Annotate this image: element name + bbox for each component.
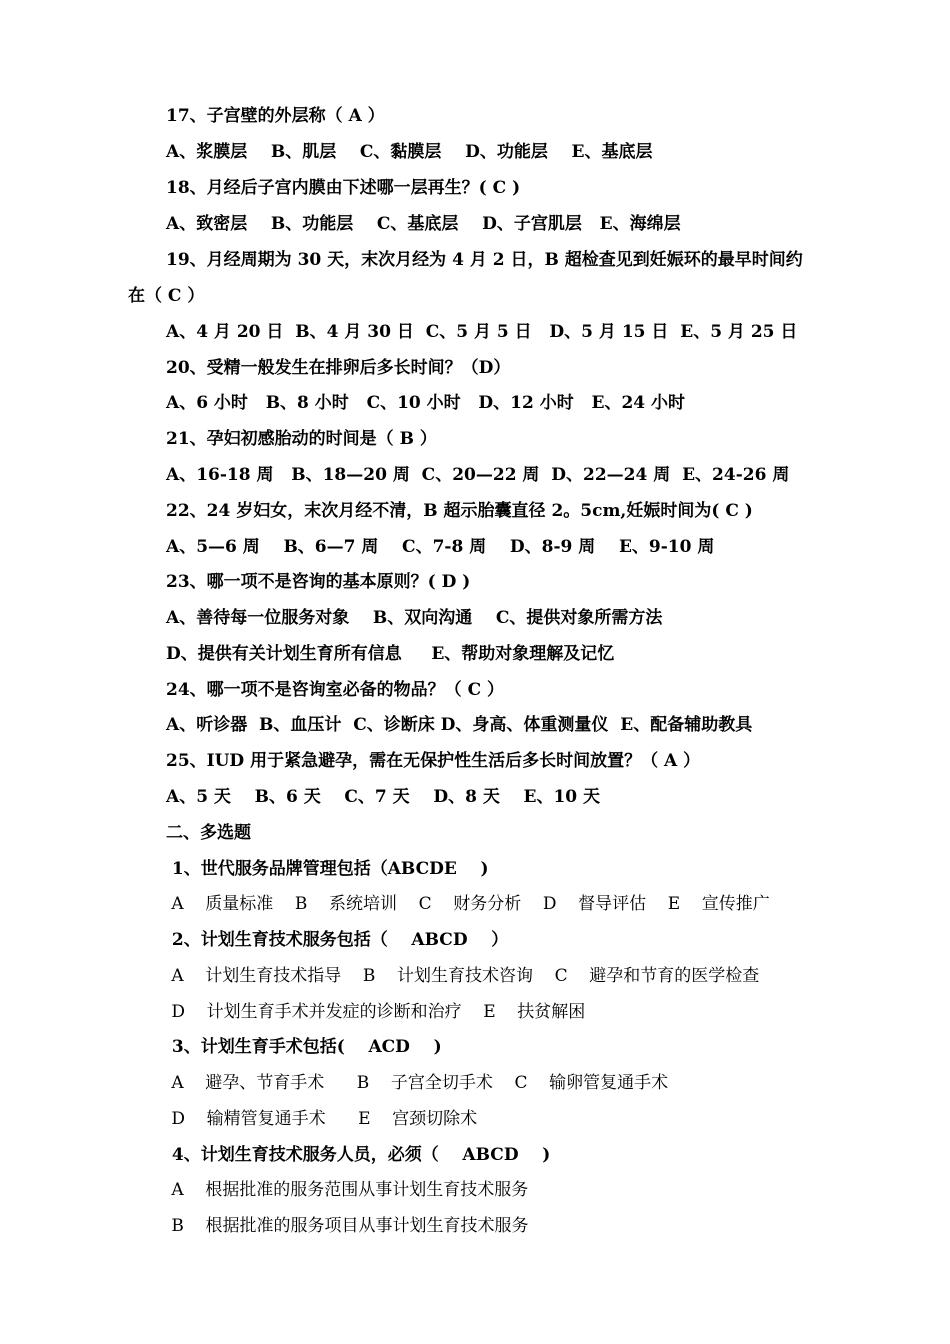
mc-question-1-options: A 质量标准 B 系统培训 C 财务分析 D 督导评估 E 宣传推广 xyxy=(166,894,770,914)
question-22-options: A、5—6 周 B、6—7 周 C、7-8 周 D、8-9 周 E、9-10 周 xyxy=(166,537,715,557)
question-22: 22、24 岁妇女，末次月经不清，B 超示胎囊直径 2。5cm,妊娠时间为( C ) xyxy=(166,501,753,521)
question-23: 23、哪一项不是咨询的基本原则？( D ) xyxy=(166,572,471,592)
mc-question-4: 4、计划生育技术服务人员，必须（ ABCD ) xyxy=(166,1145,551,1165)
question-18-options: A、致密层 B、功能层 C、基底层 D、子宫肌层 E、海绵层 xyxy=(166,214,681,234)
question-17: 17、子宫壁的外层称（ A ） xyxy=(166,106,385,126)
mc-question-3-options-2: D 输精管复通手术 E 宫颈切除术 xyxy=(166,1109,478,1129)
mc-question-4-option-b: B 根据批准的服务项目从事计划生育技术服务 xyxy=(166,1216,529,1236)
mc-question-3: 3、计划生育手术包括( ACD ) xyxy=(166,1037,442,1057)
question-25: 25、IUD 用于紧急避孕，需在无保护性生活后多长时间放置？（ A ） xyxy=(166,751,701,771)
question-24-options: A、听诊器 B、血压计 C、诊断床 D、身高、体重测量仪 E、配备辅助教具 xyxy=(166,715,753,735)
question-23-options-2: D、提供有关计划生育所有信息 E、帮助对象理解及记忆 xyxy=(166,644,615,664)
question-19-continued: 在（ C ） xyxy=(128,286,205,306)
question-20-options: A、6 小时 B、8 小时 C、10 小时 D、12 小时 E、24 小时 xyxy=(166,393,686,413)
mc-question-4-option-a: A 根据批准的服务范围从事计划生育技术服务 xyxy=(166,1180,529,1200)
question-21: 21、孕妇初感胎动的时间是（ B ） xyxy=(166,429,437,449)
mc-question-2-options-2: D 计划生育手术并发症的诊断和治疗 E 扶贫解困 xyxy=(166,1002,586,1022)
question-19-options: A、4 月 20 日 B、4 月 30 日 C、5 月 5 日 D、5 月 15 日 E、5 月 25 日 xyxy=(166,322,798,342)
question-17-options: A、浆膜层 B、肌层 C、黏膜层 D、功能层 E、基底层 xyxy=(166,142,653,162)
question-19: 19、月经周期为 30 天，末次月经为 4 月 2 日，B 超检查见到妊娠环的最早时间约 xyxy=(166,250,803,270)
mc-question-2: 2、计划生育技术服务包括（ ABCD ） xyxy=(166,930,509,950)
question-24: 24、哪一项不是咨询室必备的物品？（ C ） xyxy=(166,680,505,700)
mc-question-2-options-1: A 计划生育技术指导 B 计划生育技术咨询 C 避孕和节育的医学检查 xyxy=(166,966,760,986)
mc-question-3-options-1: A 避孕、节育手术 B 子宫全切手术 C 输卵管复通手术 xyxy=(166,1073,669,1093)
question-23-options-1: A、善待每一位服务对象 B、双向沟通 C、提供对象所需方法 xyxy=(166,608,663,628)
question-20: 20、受精一般发生在排卵后多长时间？（D） xyxy=(166,358,511,378)
mc-question-1: 1、世代服务品牌管理包括（ABCDE ) xyxy=(166,859,489,879)
question-25-options: A、5 天 B、6 天 C、7 天 D、8 天 E、10 天 xyxy=(166,787,601,807)
question-21-options: A、16-18 周 B、18—20 周 C、20—22 周 D、22—24 周 E、24-26 周 xyxy=(166,465,790,485)
section-heading-multiple-choice: 二、多选题 xyxy=(166,823,251,843)
question-18: 18、月经后子宫内膜由下述哪一层再生？( C ) xyxy=(166,178,521,198)
